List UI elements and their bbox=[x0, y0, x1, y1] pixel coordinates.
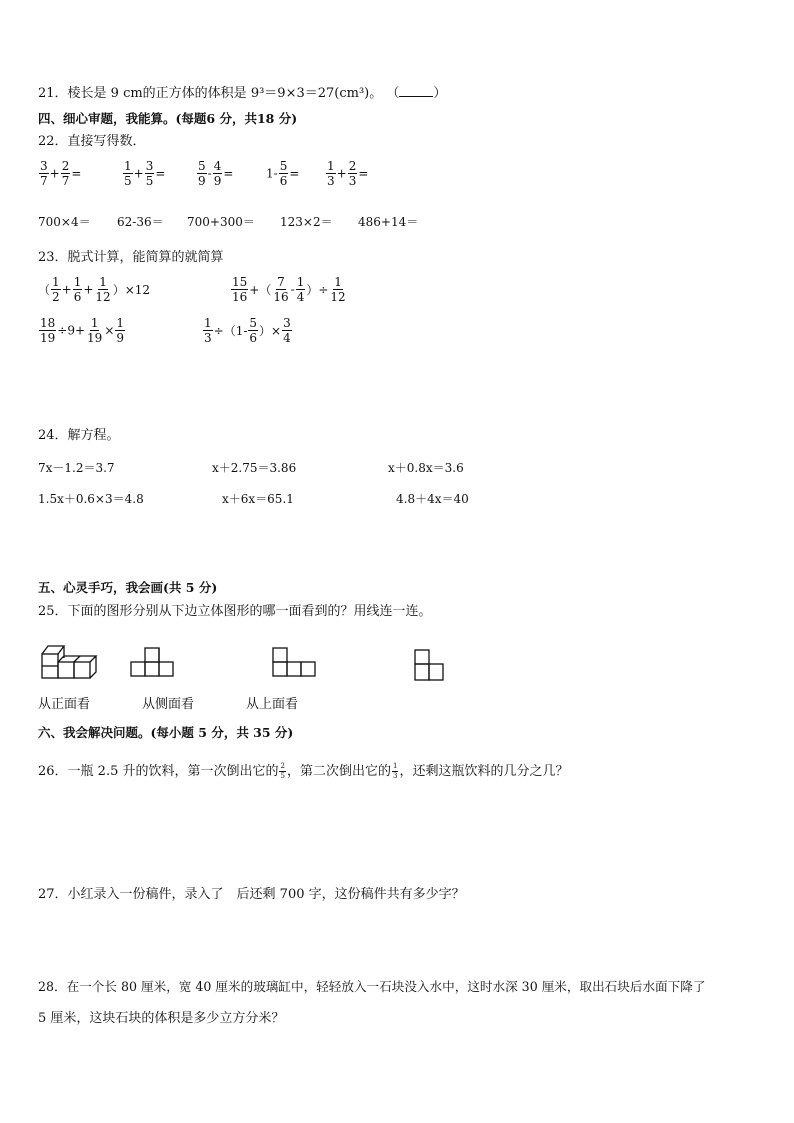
section-4-title: 四、细心审题，我能算。(每题6 分，共18 分) bbox=[38, 111, 298, 126]
question-23-title: 23．脱式计算，能简算的就简算 bbox=[38, 250, 224, 265]
view-figure-1-icon bbox=[129, 646, 179, 680]
equation-1: 7x－1.2＝3.7 bbox=[38, 461, 115, 475]
q22-fraction-item-3: $\frac{5}{9}$ - $\frac{4}{9}$ = bbox=[198, 159, 234, 188]
view-label-side: 从侧面看 bbox=[142, 697, 195, 712]
question-26: 26．一瓶 2.5 升的饮料，第一次倒出它的 $\frac{2}{5}$ ，第二次倒出它的 $\frac{1}{3}$ ，还剩这瓶饮料的几分之几？ bbox=[38, 762, 569, 780]
equation-3: x＋0.8x＝3.6 bbox=[388, 461, 464, 475]
equation-6: 4.8＋4x＝40 bbox=[396, 492, 469, 506]
view-figure-3-icon bbox=[413, 648, 449, 684]
question-25-title: 25．下面的图形分别从下边立体图形的哪一面看到的？用线连一连。 bbox=[38, 604, 432, 619]
q22-fraction-item-2: $\frac{1}{5}$ + $\frac{3}{5}$ = bbox=[124, 159, 166, 188]
q23-expression-2: $\frac{15}{16}$ +（ $\frac{7}{16}$ - $\frac{1}{4}$ ）÷ $\frac{1}{12}$ bbox=[232, 275, 346, 304]
section-5-title: 五、心灵手巧，我会画(共 5 分) bbox=[38, 580, 218, 595]
equation-5: x＋6x＝65.1 bbox=[222, 492, 294, 506]
q23-expression-3: $\frac{18}{19}$ ÷9+ $\frac{1}{19}$ × $\frac{1}{9}$ bbox=[40, 316, 125, 345]
q22-fraction-item-1: $\frac{3}{7}$ + $\frac{2}{7}$ = bbox=[40, 159, 82, 188]
q22-fraction-item-4: 1- $\frac{5}{6}$ = bbox=[266, 159, 300, 188]
fraction-one-third: $\frac{1}{3}$ bbox=[392, 762, 398, 780]
answer-blank[interactable] bbox=[399, 84, 433, 97]
question-27: 27．小红录入一份稿件，录入了 后还剩 700 字，这份稿件共有多少字？ bbox=[38, 887, 465, 902]
question-22-title: 22．直接写得数． bbox=[38, 134, 146, 149]
view-label-top: 从上面看 bbox=[246, 697, 299, 712]
q22-int-item-3: 700+300＝ bbox=[187, 215, 255, 229]
q22-int-item-2: 62-36＝ bbox=[117, 215, 164, 229]
question-28-line-1: 28．在一个长 80 厘米，宽 40 厘米的玻璃缸中，轻轻放入一石块没入水中，这时水深 30 厘米，取出石块后水面下降了 bbox=[38, 979, 706, 994]
view-label-front: 从正面看 bbox=[38, 697, 91, 712]
solid-figure-icon bbox=[38, 640, 102, 682]
q22-int-item-5: 486+14＝ bbox=[358, 215, 419, 229]
question-24-title: 24．解方程。 bbox=[38, 428, 120, 443]
equation-2: x＋2.75＝3.86 bbox=[212, 461, 297, 475]
q23-expression-4: $\frac{1}{3}$ ÷（1- $\frac{5}{6}$ ）× $\frac{3}{4}$ bbox=[204, 316, 291, 345]
question-28-line-2: 5 厘米，这块石块的体积是多少立方分米？ bbox=[38, 1011, 285, 1026]
view-figure-2-icon bbox=[271, 646, 321, 680]
equation-4: 1.5x＋0.6×3＝4.8 bbox=[38, 492, 144, 506]
fraction-two-fifths: $\frac{2}{5}$ bbox=[280, 762, 285, 780]
q22-int-item-1: 700×4＝ bbox=[38, 215, 91, 229]
q23-expression-1: （ $\frac{1}{2}$ + $\frac{1}{6}$ + $\frac{1}{12}$ ）×12 bbox=[38, 275, 151, 304]
section-6-title: 六、我会解决问题。(每小题 5 分，共 35 分) bbox=[38, 725, 294, 740]
q22-int-item-4: 123×2＝ bbox=[280, 215, 333, 229]
q22-fraction-item-5: $\frac{1}{3}$ + $\frac{2}{3}$ = bbox=[327, 159, 369, 188]
question-21: 21．棱长是 9 cm的正方体的体积是 9³＝9×3＝27(cm³)。 （ ） bbox=[38, 86, 447, 101]
